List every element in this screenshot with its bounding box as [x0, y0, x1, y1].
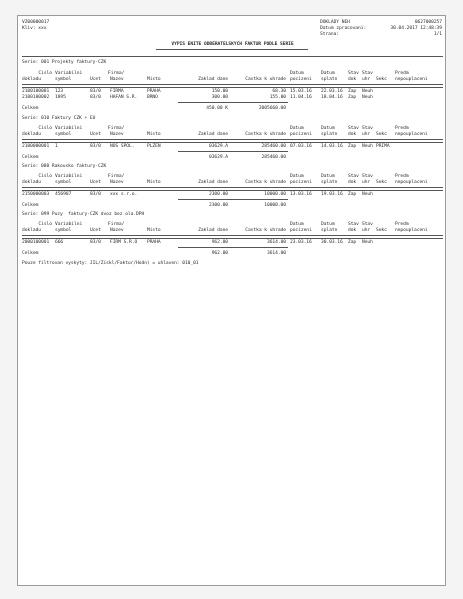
cell-date2: 19.03.16: [321, 192, 343, 197]
date-label: Datum zpracovani:: [320, 26, 367, 31]
header-left-line2: Kliv: xxx: [22, 26, 47, 31]
cell-state2: Neuh: [362, 192, 373, 197]
cell-state2: Neuh: [362, 95, 373, 100]
cell-place: BRNO: [147, 95, 158, 100]
cell-number: 2100100002: [22, 95, 50, 100]
col-due: Castka k uhrade: [245, 77, 286, 82]
col-name: Nazev: [110, 132, 124, 137]
total-label: Celkem: [22, 106, 39, 111]
cell-due: 10000.00: [264, 192, 286, 197]
col-date1-2: pocizeni: [290, 180, 312, 185]
col-number: Cislo: [38, 222, 52, 227]
col-date1-2: pocizeni: [290, 228, 312, 233]
subtotal-rule: [178, 102, 288, 103]
col-date2-2: splatn: [321, 228, 338, 233]
col-varsymbol: Variabilni: [55, 126, 83, 131]
cell-date2: 30.03.16: [321, 240, 343, 245]
col-account: Ucet: [90, 77, 101, 82]
cell-number: 2000100001: [22, 240, 50, 245]
print-datetime: 30.04.2017 12:48:39: [390, 26, 442, 31]
col-varsymbol-2: symbol: [55, 228, 72, 233]
total-label: Celkem: [22, 155, 39, 160]
col-date1-2: pocizeni: [290, 132, 312, 137]
col-section: Sekc: [376, 180, 387, 185]
cell-number: 2100000001: [22, 144, 50, 149]
col-state1: Stav: [348, 174, 359, 179]
col-section: Sekc: [376, 228, 387, 233]
col-base: Zaklad dane: [198, 132, 228, 137]
cell-state1: Zap: [348, 240, 357, 245]
col-state2: Stav: [362, 222, 373, 227]
col-date2: Datum: [321, 174, 335, 179]
col-account: Ucet: [90, 228, 101, 233]
col-predm: Predm: [395, 126, 409, 131]
col-state1: Stav: [348, 126, 359, 131]
cell-date1: 23.03.16: [290, 240, 312, 245]
col-date1: Datum: [290, 126, 304, 131]
cell-place: PRAHA: [147, 89, 161, 94]
col-state2: Stav: [362, 71, 373, 76]
company-code: VZ00000017: [22, 20, 50, 25]
col-due: Castka k uhrade: [245, 132, 286, 137]
subtotal-rule: [178, 151, 288, 152]
col-date1: Datum: [290, 71, 304, 76]
cell-date1: 11.04.16: [290, 95, 312, 100]
section-title: Serie: 001 Projekty faktury-CZK: [22, 60, 107, 65]
cell-due: 68.30: [272, 89, 286, 94]
col-varsymbol-2: symbol: [55, 180, 72, 185]
cell-varsymbol: 1895: [55, 95, 66, 100]
cell-number: 2150000003: [22, 192, 50, 197]
cell-name: FIRMA: [110, 89, 124, 94]
cell-base: 150.00: [211, 89, 228, 94]
subtotal-rule: [178, 199, 288, 200]
cell-varsymbol: 456987: [55, 192, 72, 197]
cell-name: HAFAN S.R.: [110, 95, 138, 100]
cell-state1: Zap: [348, 192, 357, 197]
cell-due: 155.00: [269, 95, 286, 100]
title-underline: [156, 49, 308, 50]
section-title: Serie: 010 Faktury CZK + EU: [22, 116, 96, 121]
total-base: 2300.00: [208, 203, 228, 208]
cell-account: 83/0: [90, 144, 101, 149]
col-number: Cislo: [38, 71, 52, 76]
section-title: Serie: 099 Puzy faktury-CZK dvoz bez ola.DPH: [22, 212, 145, 217]
header-underline: [22, 235, 443, 239]
total-base: 450.00 K: [206, 106, 228, 111]
cell-varsymbol: 123: [55, 89, 64, 94]
col-varsymbol-2: symbol: [55, 77, 72, 82]
col-state2-2: uhr: [362, 132, 371, 137]
col-varsymbol: Variabilni: [55, 71, 83, 76]
cell-varsymbol: 1: [55, 144, 58, 149]
col-number-2: dokladu: [22, 228, 42, 233]
col-date2: Datum: [321, 126, 335, 131]
cell-date2: 18.04.16: [321, 95, 343, 100]
page-number: 1/1: [433, 32, 442, 37]
cell-date1: 13.03.16: [290, 192, 312, 197]
col-date1: Datum: [290, 174, 304, 179]
col-unpaid: nepouplaceni: [395, 132, 428, 137]
col-state2-2: uhr: [362, 180, 371, 185]
total-due: 10000.00: [264, 203, 286, 208]
total-label: Celkem: [22, 251, 39, 256]
cell-number: 2100100001: [22, 89, 50, 94]
col-number: Cislo: [38, 126, 52, 131]
col-number-2: dokladu: [22, 77, 42, 82]
page-label: Strana:: [320, 32, 340, 37]
col-predm: Predm: [395, 222, 409, 227]
col-unpaid: nepouplaceni: [395, 228, 428, 233]
header-underline: [22, 187, 443, 191]
cell-date2: 22.03.16: [321, 89, 343, 94]
col-unpaid: nepouplaceni: [395, 77, 428, 82]
col-firm: Firma/: [108, 174, 125, 179]
cell-due: 3614.00: [266, 240, 286, 245]
col-number-2: dokladu: [22, 180, 42, 185]
col-date1-2: pocizeni: [290, 77, 312, 82]
header-rule: [22, 56, 443, 57]
col-state1-2: dok: [348, 132, 357, 137]
col-varsymbol-2: symbol: [55, 132, 72, 137]
col-base: Zaklad dane: [198, 180, 228, 185]
col-account: Ucet: [90, 180, 101, 185]
col-account: Ucet: [90, 132, 101, 137]
col-date2: Datum: [321, 222, 335, 227]
cell-state2: Neuh: [362, 89, 373, 94]
col-firm: Firma/: [108, 71, 125, 76]
cell-due: 285460.00: [261, 144, 286, 149]
col-date2: Datum: [321, 71, 335, 76]
doc-label: DOKLADY NEH: [320, 20, 350, 25]
cell-base: 03629.A: [208, 144, 228, 149]
col-base: Zaklad dane: [198, 228, 228, 233]
cell-account: 83/0: [90, 192, 101, 197]
cell-place: PRAHA: [147, 240, 161, 245]
col-state2: Stav: [362, 126, 373, 131]
col-place: Misto: [147, 228, 161, 233]
col-number: Cislo: [38, 174, 52, 179]
total-due: 2005660.00: [258, 106, 286, 111]
col-firm: Firma/: [108, 222, 125, 227]
col-date1: Datum: [290, 222, 304, 227]
cell-account: 83/0: [90, 240, 101, 245]
col-section: Sekc: [376, 77, 387, 82]
col-place: Misto: [147, 77, 161, 82]
cell-base: 2300.00: [208, 192, 228, 197]
col-predm: Predm: [395, 174, 409, 179]
cell-name: NOS SPOL.: [110, 144, 135, 149]
total-due: 285460.00: [261, 155, 286, 160]
doc-number: 0627000257: [414, 20, 442, 25]
total-label: Celkem: [22, 203, 39, 208]
cell-place: PLZEN: [147, 144, 161, 149]
cell-base: 962.00: [211, 240, 228, 245]
col-unpaid: nepouplaceni: [395, 180, 428, 185]
cell-account: 83/0: [90, 95, 101, 100]
cell-date2: 14.03.16: [321, 144, 343, 149]
cell-account: 83/0: [90, 89, 101, 94]
cell-state1: Zap: [348, 95, 357, 100]
col-number-2: dokladu: [22, 132, 42, 137]
cell-state2: Neuh: [362, 240, 373, 245]
cell-name: xxx s.r.o.: [110, 192, 138, 197]
col-state2-2: uhr: [362, 228, 371, 233]
col-state1: Stav: [348, 222, 359, 227]
cell-name: FIRM S.R.O: [110, 240, 138, 245]
cell-date1: 15.03.16: [290, 89, 312, 94]
cell-date1: 07.03.16: [290, 144, 312, 149]
col-due: Castka k uhrade: [245, 228, 286, 233]
col-date2-2: splatn: [321, 77, 338, 82]
col-base: Zaklad dane: [198, 77, 228, 82]
cell-base: 300.00: [211, 95, 228, 100]
col-name: Nazev: [110, 228, 124, 233]
col-place: Misto: [147, 132, 161, 137]
col-predm: Predm: [395, 71, 409, 76]
col-varsymbol: Variabilni: [55, 174, 83, 179]
cell-state1: Zap: [348, 89, 357, 94]
cell-section: PRIMA: [376, 144, 390, 149]
filter-note: Pouze filtrovan vyskyty: JIL/Ziskl/Faktur/Hodn) = uhlaven: 010_01: [22, 261, 199, 266]
section-title: Serie: 080 Rakousko faktury-CZK: [22, 164, 107, 169]
total-base: 03629.A: [208, 155, 228, 160]
col-firm: Firma/: [108, 126, 125, 131]
col-date2-2: splatn: [321, 132, 338, 137]
cell-varsymbol: 666: [55, 240, 64, 245]
header-underline: [22, 84, 443, 88]
col-section: Sekc: [376, 132, 387, 137]
col-due: Castka k uhrade: [245, 180, 286, 185]
header-underline: [22, 139, 443, 143]
report-title: VYPIS ENITE ODBERATELSKYCH FAKTUR PODLE SERIE: [171, 42, 294, 47]
cell-state1: Zap: [348, 144, 357, 149]
col-place: Misto: [147, 180, 161, 185]
col-date2-2: splatn: [321, 180, 338, 185]
col-state1-2: dok: [348, 77, 357, 82]
col-state2: Stav: [362, 174, 373, 179]
col-name: Nazev: [110, 77, 124, 82]
report-page: [17, 15, 446, 586]
col-varsymbol: Variabilni: [55, 222, 83, 227]
col-state1-2: dok: [348, 228, 357, 233]
total-base: 962.00: [211, 251, 228, 256]
col-state1: Stav: [348, 71, 359, 76]
cell-state2: Neuh: [362, 144, 373, 149]
col-state2-2: uhr: [362, 77, 371, 82]
total-due: 3614.00: [266, 251, 286, 256]
col-name: Nazev: [110, 180, 124, 185]
subtotal-rule: [178, 247, 288, 248]
col-state1-2: dok: [348, 180, 357, 185]
